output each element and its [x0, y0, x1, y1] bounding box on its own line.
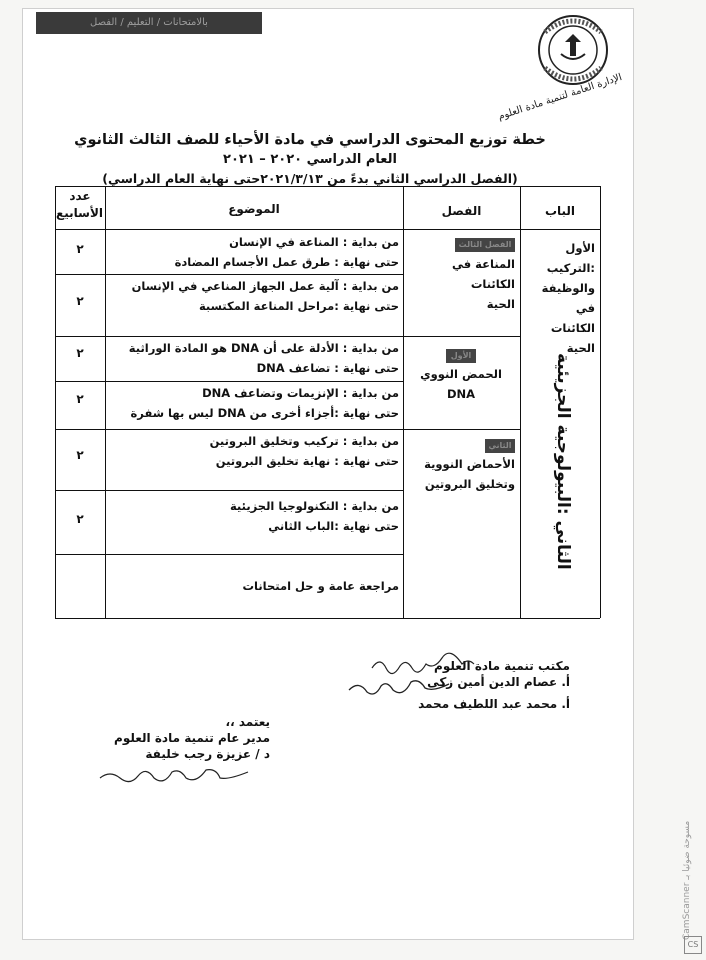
- director-title: مدير عام تنمية مادة العلوم: [114, 731, 270, 745]
- director-name: د / عزيزة رجب خليفة: [145, 747, 270, 761]
- weeks-value: ٢: [76, 242, 84, 256]
- header-weeks: عدد الأسابيع: [56, 189, 103, 220]
- office-name: مكتب تنمية مادة العلوم: [434, 659, 570, 673]
- chapter-protein: الثاني الأحماض النووية وتخليق البروتين: [424, 441, 515, 491]
- chapter-stamp: الثاني: [485, 439, 515, 453]
- chapter-stamp: الفصل الثالث: [455, 238, 515, 252]
- director-signature-icon: [96, 764, 256, 788]
- weeks-value: ٢: [76, 512, 84, 526]
- topic-row: من بداية : المناعة في الإنسان حتى نهاية : طرق عمل الأجسام المضادة: [174, 235, 399, 269]
- topic-row: من بداية : تركيب وتخليق البروتين حتى نهاية : نهاية تخليق البروتين: [209, 434, 399, 468]
- header-unit: الباب: [544, 204, 576, 218]
- review-row: مراجعة عامة و حل امتحانات: [242, 579, 399, 593]
- term-period: (الفصل الدراسي الثاني بدءً من ٢٠٢١/٣/١٣حتى نهاية العام الدراسي): [102, 171, 518, 186]
- topic-row: من بداية : التكنولوجيا الجزيئية حتى نهاية :الباب الثاني: [229, 499, 399, 533]
- topic-row: من بداية : الإنزيمات وتضاعف DNA حتى نهاية :أجزاء أخرى من DNA ليس بها شفرة: [130, 386, 399, 420]
- page-title: خطة توزيع المحتوى الدراسي في مادة الأحياء للصف الثالث الثانوي: [74, 132, 546, 148]
- academic-year: العام الدراسي ٢٠٢٠ – ٢٠٢١: [223, 152, 397, 167]
- chapter-stamp: الأول: [446, 349, 476, 363]
- signature-two-icon: [345, 676, 455, 698]
- logo-caption: الإدارة العامة لتنمية مادة العلوم: [496, 72, 624, 123]
- header-chapter: الفصل: [441, 204, 482, 218]
- director-signature-block: [100, 714, 270, 762]
- header-stripe: بالامتحانات / التعليم / الفصل: [36, 12, 262, 34]
- header-topic: الموضوع: [228, 202, 280, 216]
- chapter-dna: الأول الحمض النووي DNA: [420, 351, 502, 401]
- unit-two: الثاني :البيولوجية الجزيئية: [553, 352, 573, 570]
- signatory-two: أ. محمد عبد اللطيف محمد: [418, 697, 570, 711]
- weeks-value: ٢: [76, 294, 84, 308]
- chapter-immunity: الفصل الثالث المناعة في الكائنات الحية: [452, 239, 515, 311]
- approved-label: يعتمد ،،: [225, 715, 270, 729]
- document-titles: [70, 132, 550, 186]
- weeks-value: ٢: [76, 392, 84, 406]
- weeks-value: ٢: [76, 346, 84, 360]
- weeks-value: ٢: [76, 448, 84, 462]
- topic-row: من بداية : آلية عمل الجهاز المناعي في الإنسان حتى نهاية :مراحل المناعة المكتسبة: [131, 279, 399, 313]
- topic-row: من بداية : الأدلة على أن DNA هو المادة الوراثية حتى نهاية : تضاعف DNA: [128, 341, 399, 375]
- unit-one: الأول :التركيب والوظيفة في الكائنات الحية: [541, 241, 595, 355]
- camscanner-icon: CS: [684, 936, 702, 954]
- content-table: [55, 186, 600, 618]
- signatory-one: أ. عصام الدين أمين زكى: [427, 675, 570, 689]
- scanner-watermark: CamScanner مسوحة ضوئيا بـ: [682, 820, 692, 940]
- signature-one-icon: [368, 652, 478, 676]
